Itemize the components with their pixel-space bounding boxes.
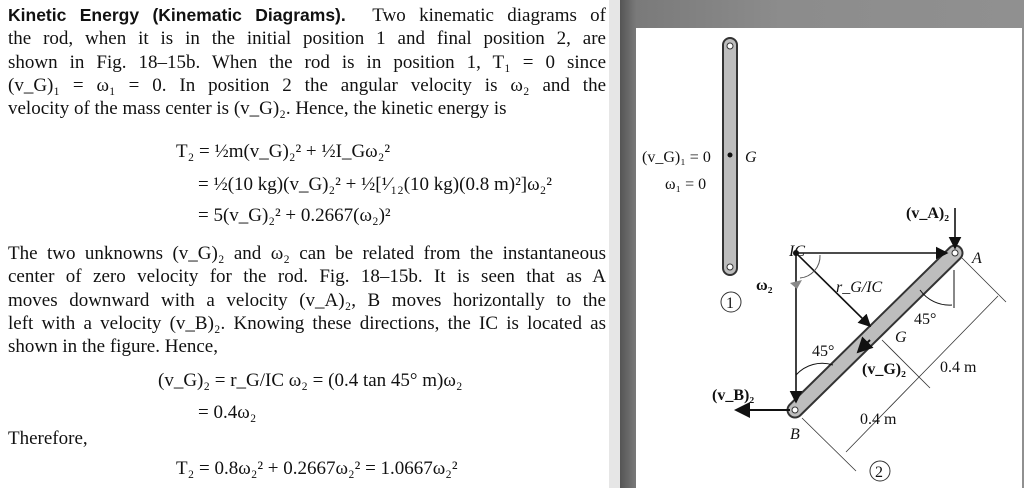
paragraph-line: velocity of the mass center is (v_G)₂. Hence, the kinetic energy is — [8, 98, 507, 120]
paragraph-line: left with a velocity (v_B)₂. Knowing these directions, the IC is located as — [8, 312, 606, 334]
vg1-label: (v_G)₁ = 0 — [642, 149, 711, 166]
omega2-label: ω₂ — [756, 277, 773, 294]
position-2-label: 2 — [875, 464, 883, 481]
pin-a-icon — [952, 250, 958, 256]
textbook-text — [8, 4, 606, 120]
ic-label: IC — [789, 243, 805, 260]
vg2-label: (v_G)₂ — [862, 361, 906, 378]
pin-b-icon — [792, 407, 798, 413]
mass-center-dot — [728, 153, 733, 158]
figure-panel — [620, 0, 1024, 488]
paragraph-line: Kinetic Energy (Kinematic Diagrams). Two kinematic diagrams of — [8, 5, 607, 26]
va2-label: (v_A)₂ — [906, 205, 950, 222]
a-label: A — [972, 250, 982, 267]
paragraph-line: The two unknowns (v_G)₂ and ω₂ can be related from the instantaneous — [8, 243, 606, 264]
g2-label: G — [895, 329, 907, 346]
angle-b-label: 45° — [812, 343, 835, 360]
dim-lower-label: 0.4 m — [860, 411, 897, 428]
position-1-label: 1 — [726, 295, 734, 312]
paragraph-line: (v_G)₁ = ω₁ = 0. In position 2 the angular velocity is ω₂ and the — [8, 74, 606, 96]
pin-icon — [727, 264, 733, 270]
textbook-text-2 — [8, 242, 606, 358]
diagram-svg — [636, 28, 1022, 488]
equation-kinetic-energy: T₂ = ½m(v_G)₂² + ½I_Gω₂² — [176, 141, 391, 162]
equation-velocity: (v_G)₂ = r_G/IC ω₂ = (0.4 tan 45° m)ω₂ — [158, 370, 463, 391]
equation-final: T₂ = 0.8ω₂² + 0.2667ω₂² = 1.0667ω₂² — [176, 458, 458, 479]
g1-label: G — [745, 149, 757, 166]
paragraph-line: moves downward with a velocity (v_A)₂, B moves horizontally to the — [8, 289, 606, 311]
dim-upper-label: 0.4 m — [940, 359, 977, 376]
equation-kinetic-energy-sub: = ½(10 kg)(v_G)₂² + ½[¹⁄₁₂(10 kg)(0.8 m)²]ω₂² — [198, 174, 552, 195]
paragraph-line: shown in the figure. Hence, — [8, 336, 218, 358]
r-g-ic-label: r_G/IC — [836, 279, 883, 296]
dim-ext-b — [802, 418, 856, 471]
kinematic-diagram — [636, 28, 1022, 488]
page-divider — [609, 0, 620, 488]
paragraph-line: center of zero velocity for the rod. Fig. 18–15b. It is seen that as A — [8, 266, 606, 288]
dim-ext-a — [962, 258, 1006, 302]
section-heading: Kinetic Energy (Kinematic Diagrams). — [8, 5, 346, 25]
angle-a-label: 45° — [914, 311, 937, 328]
equation-kinetic-energy-result: = 5(v_G)₂² + 0.2667(ω₂)² — [198, 205, 391, 226]
paragraph-line: the rod, when it is in the initial position 1 and final position 2, are — [8, 28, 606, 50]
vb2-label: (v_B)₂ — [712, 387, 755, 404]
w1-label: ω₁ = 0 — [665, 176, 707, 193]
paragraph-line: shown in Fig. 18–15b. When the rod is in position 1, T₁ = 0 since — [8, 51, 606, 73]
equation-velocity-result: = 0.4ω₂ — [198, 402, 257, 423]
pin-icon — [727, 43, 733, 49]
therefore-label: Therefore, — [8, 428, 88, 449]
b-label: B — [790, 426, 800, 443]
